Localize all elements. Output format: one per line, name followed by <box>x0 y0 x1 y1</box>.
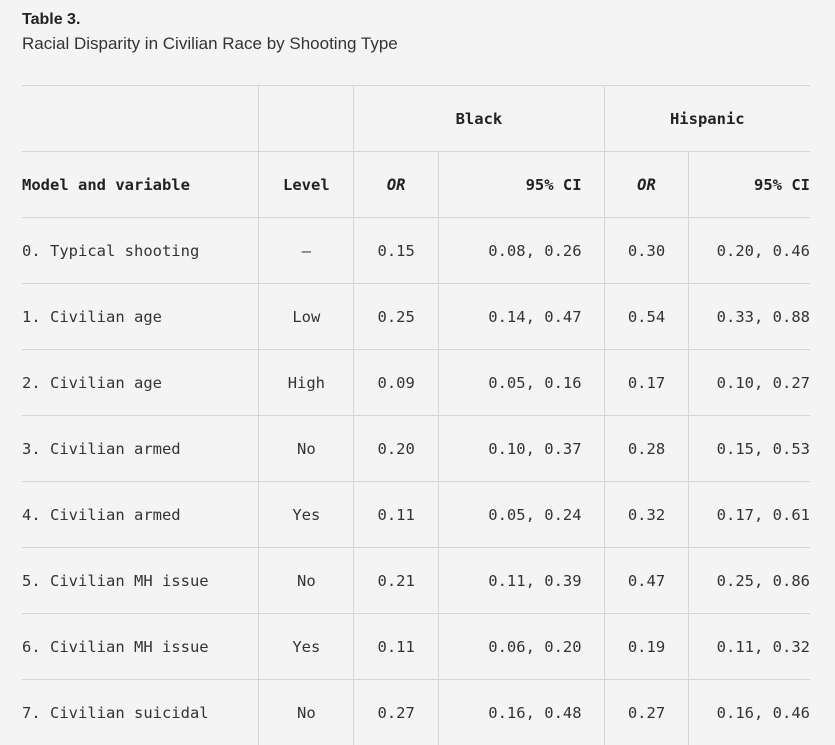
cell-ci-hispanic: 0.15, 0.53 <box>689 416 810 482</box>
cell-or-black: 0.20 <box>354 416 439 482</box>
group-header-hispanic: Hispanic <box>604 86 810 152</box>
cell-ci-black: 0.05, 0.16 <box>439 350 605 416</box>
cell-or-black: 0.09 <box>354 350 439 416</box>
cell-or-black: 0.11 <box>354 614 439 680</box>
group-header-row <box>22 86 810 152</box>
cell-ci-black: 0.10, 0.37 <box>439 416 605 482</box>
empty-header-cell <box>259 86 354 152</box>
table-row <box>22 680 810 745</box>
cell-or-black: 0.11 <box>354 482 439 548</box>
cell-level: No <box>259 416 354 482</box>
cell-ci-hispanic: 0.20, 0.46 <box>689 218 810 284</box>
cell-level: No <box>259 548 354 614</box>
cell-ci-hispanic: 0.16, 0.46 <box>689 680 810 745</box>
empty-header-cell <box>22 86 259 152</box>
table-row <box>22 614 810 680</box>
cell-ci-hispanic: 0.25, 0.86 <box>689 548 810 614</box>
cell-level: Yes <box>259 482 354 548</box>
cell-model-variable: 1. Civilian age <box>22 284 259 350</box>
cell-or-hispanic: 0.28 <box>604 416 689 482</box>
table-row <box>22 350 810 416</box>
cell-level: No <box>259 680 354 745</box>
group-header-black: Black <box>354 86 604 152</box>
table-row <box>22 416 810 482</box>
cell-or-hispanic: 0.17 <box>604 350 689 416</box>
cell-ci-black: 0.08, 0.26 <box>439 218 605 284</box>
cell-model-variable: 7. Civilian suicidal <box>22 680 259 745</box>
cell-ci-hispanic: 0.10, 0.27 <box>689 350 810 416</box>
cell-level: — <box>259 218 354 284</box>
table-row <box>22 548 810 614</box>
cell-or-black: 0.27 <box>354 680 439 745</box>
cell-level: Low <box>259 284 354 350</box>
cell-model-variable: 0. Typical shooting <box>22 218 259 284</box>
cell-or-black: 0.25 <box>354 284 439 350</box>
cell-or-hispanic: 0.27 <box>604 680 689 745</box>
cell-model-variable: 5. Civilian MH issue <box>22 548 259 614</box>
cell-level: Yes <box>259 614 354 680</box>
cell-ci-black: 0.16, 0.48 <box>439 680 605 745</box>
column-header-or-black: OR <box>354 152 439 218</box>
cell-ci-black: 0.11, 0.39 <box>439 548 605 614</box>
cell-model-variable: 4. Civilian armed <box>22 482 259 548</box>
cell-ci-black: 0.05, 0.24 <box>439 482 605 548</box>
cell-model-variable: 3. Civilian armed <box>22 416 259 482</box>
cell-or-hispanic: 0.47 <box>604 548 689 614</box>
table-row <box>22 482 810 548</box>
cell-ci-hispanic: 0.33, 0.88 <box>689 284 810 350</box>
column-header-model: Model and variable <box>22 152 259 218</box>
cell-model-variable: 6. Civilian MH issue <box>22 614 259 680</box>
column-header-or-hispanic: OR <box>604 152 689 218</box>
cell-or-hispanic: 0.30 <box>604 218 689 284</box>
cell-or-black: 0.15 <box>354 218 439 284</box>
cell-ci-black: 0.14, 0.47 <box>439 284 605 350</box>
table-row <box>22 284 810 350</box>
column-header-row <box>22 152 810 218</box>
table-caption <box>22 10 398 56</box>
results-table <box>22 85 810 745</box>
cell-or-hispanic: 0.54 <box>604 284 689 350</box>
column-header-ci-hispanic: 95% CI <box>689 152 810 218</box>
table-row <box>22 218 810 284</box>
column-header-ci-black: 95% CI <box>439 152 605 218</box>
column-header-level: Level <box>259 152 354 218</box>
cell-model-variable: 2. Civilian age <box>22 350 259 416</box>
cell-or-hispanic: 0.19 <box>604 614 689 680</box>
cell-level: High <box>259 350 354 416</box>
table-body <box>22 218 810 745</box>
cell-ci-black: 0.06, 0.20 <box>439 614 605 680</box>
cell-ci-hispanic: 0.11, 0.32 <box>689 614 810 680</box>
table-title: Racial Disparity in Civilian Race by Shooting Type <box>22 32 398 56</box>
table-label: Table 3. <box>22 10 398 30</box>
cell-ci-hispanic: 0.17, 0.61 <box>689 482 810 548</box>
cell-or-hispanic: 0.32 <box>604 482 689 548</box>
cell-or-black: 0.21 <box>354 548 439 614</box>
